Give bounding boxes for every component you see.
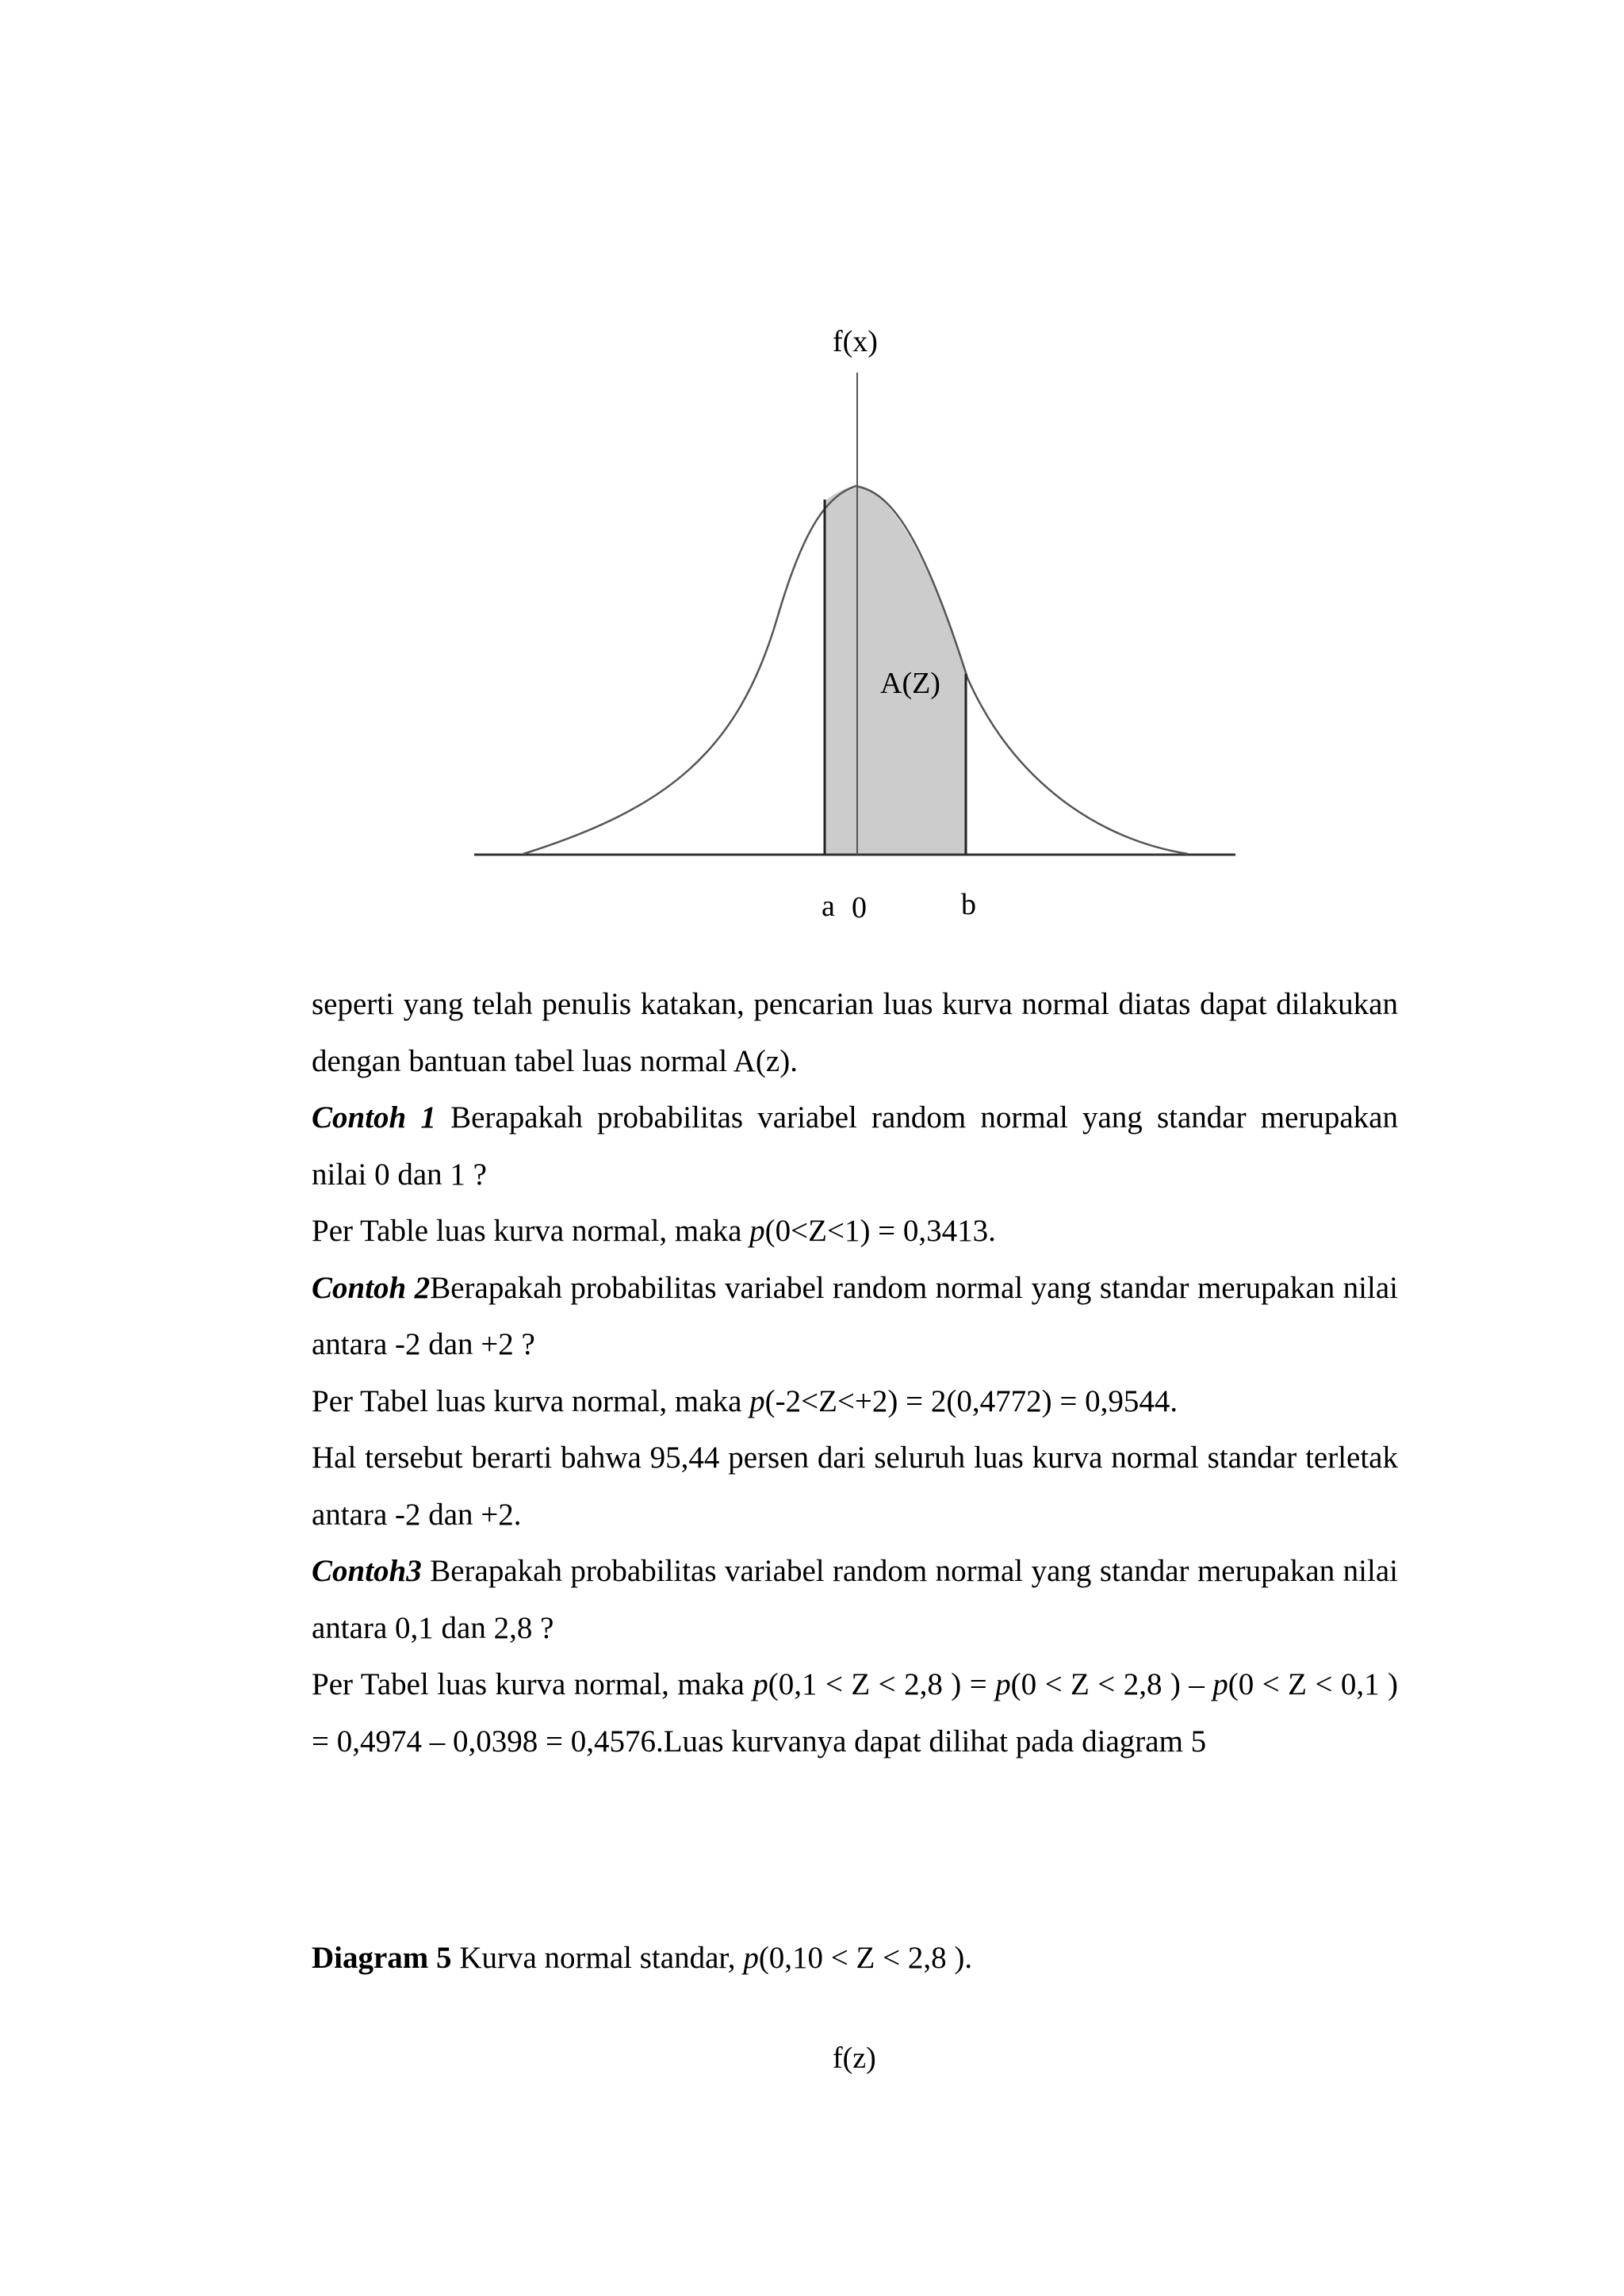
probability-symbol: p <box>753 1667 768 1701</box>
example-3-answer-result: (0 < Z < 0,1 ) = 0,4974 – 0,0398 = 0,4576.Luas kurvanya dapat dilihat pada diagram 5 <box>312 1667 1398 1758</box>
diagram-caption-text: Kurva normal standar, <box>451 1941 744 1975</box>
area-label: A(Z) <box>880 667 940 700</box>
diagram-5-y-axis-label: f(z) <box>833 2042 876 2075</box>
example-3-answer-part-1: (0,1 < Z < 2,8 ) = <box>768 1667 996 1701</box>
example-2-question-text: Berapakah probabilitas variabel random normal yang standar merupakan nilai antara -2 dan +2 ? <box>312 1270 1398 1361</box>
probability-symbol: p <box>995 1667 1011 1701</box>
example-2-question <box>312 1260 1398 1373</box>
example-3-label: Contoh3 <box>312 1554 422 1588</box>
b-label: b <box>961 888 976 921</box>
diagram-caption-range: (0,10 < Z < 2,8 ). <box>758 1941 973 1975</box>
example-2-answer <box>312 1373 1398 1430</box>
normal-curve-graphic <box>0 0 1624 951</box>
example-3-question <box>312 1543 1398 1656</box>
example-2-note: Hal tersebut berarti bahwa 95,44 persen dari seluruh luas kurva normal standar terletak antara -2 dan +2. <box>312 1441 1398 1532</box>
y-axis-label: f(x) <box>833 325 878 358</box>
normal-curve-figure <box>0 0 1624 951</box>
example-2-answer-prefix: Per Tabel luas kurva normal, maka <box>312 1383 750 1418</box>
intro-paragraph: seperti yang telah penulis katakan, pencarian luas kurva normal diatas dapat dilakukan dengan bantuan tabel luas normal A(z). <box>312 987 1398 1078</box>
diagram-caption <box>312 1940 972 1977</box>
a-label: a <box>822 890 835 923</box>
probability-symbol: p <box>749 1383 765 1418</box>
probability-symbol: p <box>743 1941 759 1975</box>
example-1-question <box>312 1089 1398 1203</box>
example-3-answer-part-2: (0 < Z < 2,8 ) – <box>1010 1667 1213 1701</box>
example-1-label: Contoh 1 <box>312 1100 436 1135</box>
example-3-answer-prefix: Per Tabel luas kurva normal, maka <box>312 1667 753 1701</box>
body-text <box>312 976 1398 1770</box>
example-3-question-text: Berapakah probabilitas variabel random normal yang standar merupakan nilai antara 0,1 dan 2,8 ? <box>312 1554 1398 1645</box>
zero-label: 0 <box>852 891 867 924</box>
probability-symbol: p <box>1212 1667 1228 1701</box>
example-3-answer <box>312 1656 1398 1770</box>
diagram-caption-label: Diagram 5 <box>312 1941 452 1975</box>
example-1-answer-result: (0<Z<1) = 0,3413. <box>764 1214 996 1248</box>
example-1-answer <box>312 1203 1398 1260</box>
example-1-answer-prefix: Per Table luas kurva normal, maka <box>312 1214 750 1248</box>
example-2-label: Contoh 2 <box>312 1270 431 1305</box>
probability-symbol: p <box>749 1214 765 1248</box>
example-1-question-text: Berapakah probabilitas variabel random normal yang standar merupakan nilai 0 dan 1 ? <box>312 1100 1398 1192</box>
example-2-answer-result: (-2<Z<+2) = 2(0,4772) = 0,9544. <box>764 1383 1178 1418</box>
